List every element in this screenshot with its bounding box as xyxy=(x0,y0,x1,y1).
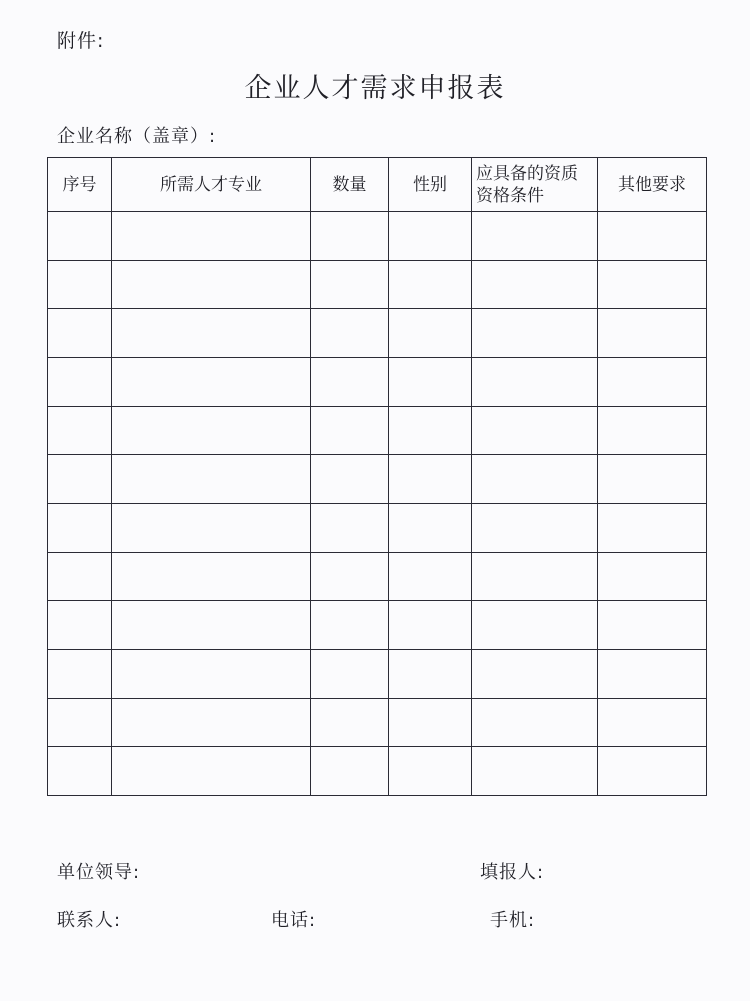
table-body xyxy=(48,212,707,796)
table-row xyxy=(48,357,707,406)
attachment-label: 附件: xyxy=(57,30,105,52)
table-cell[interactable] xyxy=(389,747,472,796)
table-cell[interactable] xyxy=(598,747,707,796)
table-cell[interactable] xyxy=(472,212,598,261)
table-cell[interactable] xyxy=(311,260,389,309)
header-gender: 性别 xyxy=(389,158,472,212)
table-cell[interactable] xyxy=(472,747,598,796)
table-cell[interactable] xyxy=(112,406,311,455)
table-cell[interactable] xyxy=(48,698,112,747)
table-row xyxy=(48,260,707,309)
table-cell[interactable] xyxy=(389,698,472,747)
table-cell[interactable] xyxy=(598,455,707,504)
header-qualification-text: 应具备的资质资格条件 xyxy=(476,163,578,206)
table-cell[interactable] xyxy=(48,309,112,358)
table-cell[interactable] xyxy=(389,552,472,601)
table-row xyxy=(48,601,707,650)
table-cell[interactable] xyxy=(112,601,311,650)
table-cell[interactable] xyxy=(112,649,311,698)
filler-label: 填报人: xyxy=(480,862,545,883)
table-cell[interactable] xyxy=(389,503,472,552)
table-cell[interactable] xyxy=(472,357,598,406)
table-cell[interactable] xyxy=(598,601,707,650)
leader-label: 单位领导: xyxy=(57,862,141,883)
header-quantity: 数量 xyxy=(311,158,389,212)
table-cell[interactable] xyxy=(598,212,707,261)
table-cell[interactable] xyxy=(112,698,311,747)
table-row xyxy=(48,698,707,747)
table-cell[interactable] xyxy=(598,698,707,747)
table-cell[interactable] xyxy=(48,406,112,455)
table-cell[interactable] xyxy=(389,406,472,455)
table-cell[interactable] xyxy=(389,309,472,358)
table-cell[interactable] xyxy=(389,260,472,309)
table-cell[interactable] xyxy=(112,260,311,309)
table-cell[interactable] xyxy=(389,455,472,504)
table-cell[interactable] xyxy=(598,357,707,406)
table-cell[interactable] xyxy=(598,649,707,698)
table-row xyxy=(48,309,707,358)
table-row xyxy=(48,503,707,552)
table-cell[interactable] xyxy=(472,455,598,504)
table-cell[interactable] xyxy=(311,406,389,455)
header-other: 其他要求 xyxy=(598,158,707,212)
table-cell[interactable] xyxy=(311,601,389,650)
table-cell[interactable] xyxy=(112,503,311,552)
mobile-label: 手机: xyxy=(490,910,536,931)
table-cell[interactable] xyxy=(311,503,389,552)
table-cell[interactable] xyxy=(472,698,598,747)
table-cell[interactable] xyxy=(472,406,598,455)
table-cell[interactable] xyxy=(472,552,598,601)
table-cell[interactable] xyxy=(48,260,112,309)
talent-demand-table xyxy=(47,157,707,796)
table-cell[interactable] xyxy=(112,747,311,796)
table-cell[interactable] xyxy=(48,455,112,504)
table-cell[interactable] xyxy=(48,747,112,796)
table-cell[interactable] xyxy=(112,309,311,358)
table-row xyxy=(48,455,707,504)
table-row xyxy=(48,212,707,261)
table-cell[interactable] xyxy=(311,698,389,747)
phone-label: 电话: xyxy=(271,910,317,931)
form-title: 企业人才需求申报表 xyxy=(244,73,506,104)
table-cell[interactable] xyxy=(112,552,311,601)
table-cell[interactable] xyxy=(48,357,112,406)
table-cell[interactable] xyxy=(472,649,598,698)
table-cell[interactable] xyxy=(389,649,472,698)
table-cell[interactable] xyxy=(112,357,311,406)
contact-label: 联系人: xyxy=(57,910,122,931)
table-header-row xyxy=(48,158,707,212)
table-cell[interactable] xyxy=(48,601,112,650)
table-cell[interactable] xyxy=(598,552,707,601)
table-cell[interactable] xyxy=(48,649,112,698)
table-cell[interactable] xyxy=(472,309,598,358)
table-cell[interactable] xyxy=(311,455,389,504)
header-qualification xyxy=(472,158,598,212)
table-row xyxy=(48,649,707,698)
company-name-label: 企业名称（盖章）: xyxy=(57,126,217,147)
table-row xyxy=(48,552,707,601)
header-major: 所需人才专业 xyxy=(112,158,311,212)
table-cell[interactable] xyxy=(112,455,311,504)
table-cell[interactable] xyxy=(598,503,707,552)
table-cell[interactable] xyxy=(311,747,389,796)
table-cell[interactable] xyxy=(472,601,598,650)
table-cell[interactable] xyxy=(598,309,707,358)
header-serial: 序号 xyxy=(48,158,112,212)
table-row xyxy=(48,747,707,796)
table-cell[interactable] xyxy=(311,552,389,601)
table-cell[interactable] xyxy=(472,503,598,552)
table-cell[interactable] xyxy=(311,357,389,406)
table-cell[interactable] xyxy=(48,212,112,261)
table-cell[interactable] xyxy=(389,212,472,261)
table-cell[interactable] xyxy=(311,212,389,261)
table-cell[interactable] xyxy=(112,212,311,261)
table-cell[interactable] xyxy=(598,406,707,455)
table-cell[interactable] xyxy=(389,357,472,406)
table-cell[interactable] xyxy=(472,260,598,309)
table-cell[interactable] xyxy=(389,601,472,650)
table-cell[interactable] xyxy=(48,552,112,601)
table-cell[interactable] xyxy=(311,649,389,698)
table-cell[interactable] xyxy=(48,503,112,552)
table-row xyxy=(48,406,707,455)
table-cell[interactable] xyxy=(311,309,389,358)
table-cell[interactable] xyxy=(598,260,707,309)
